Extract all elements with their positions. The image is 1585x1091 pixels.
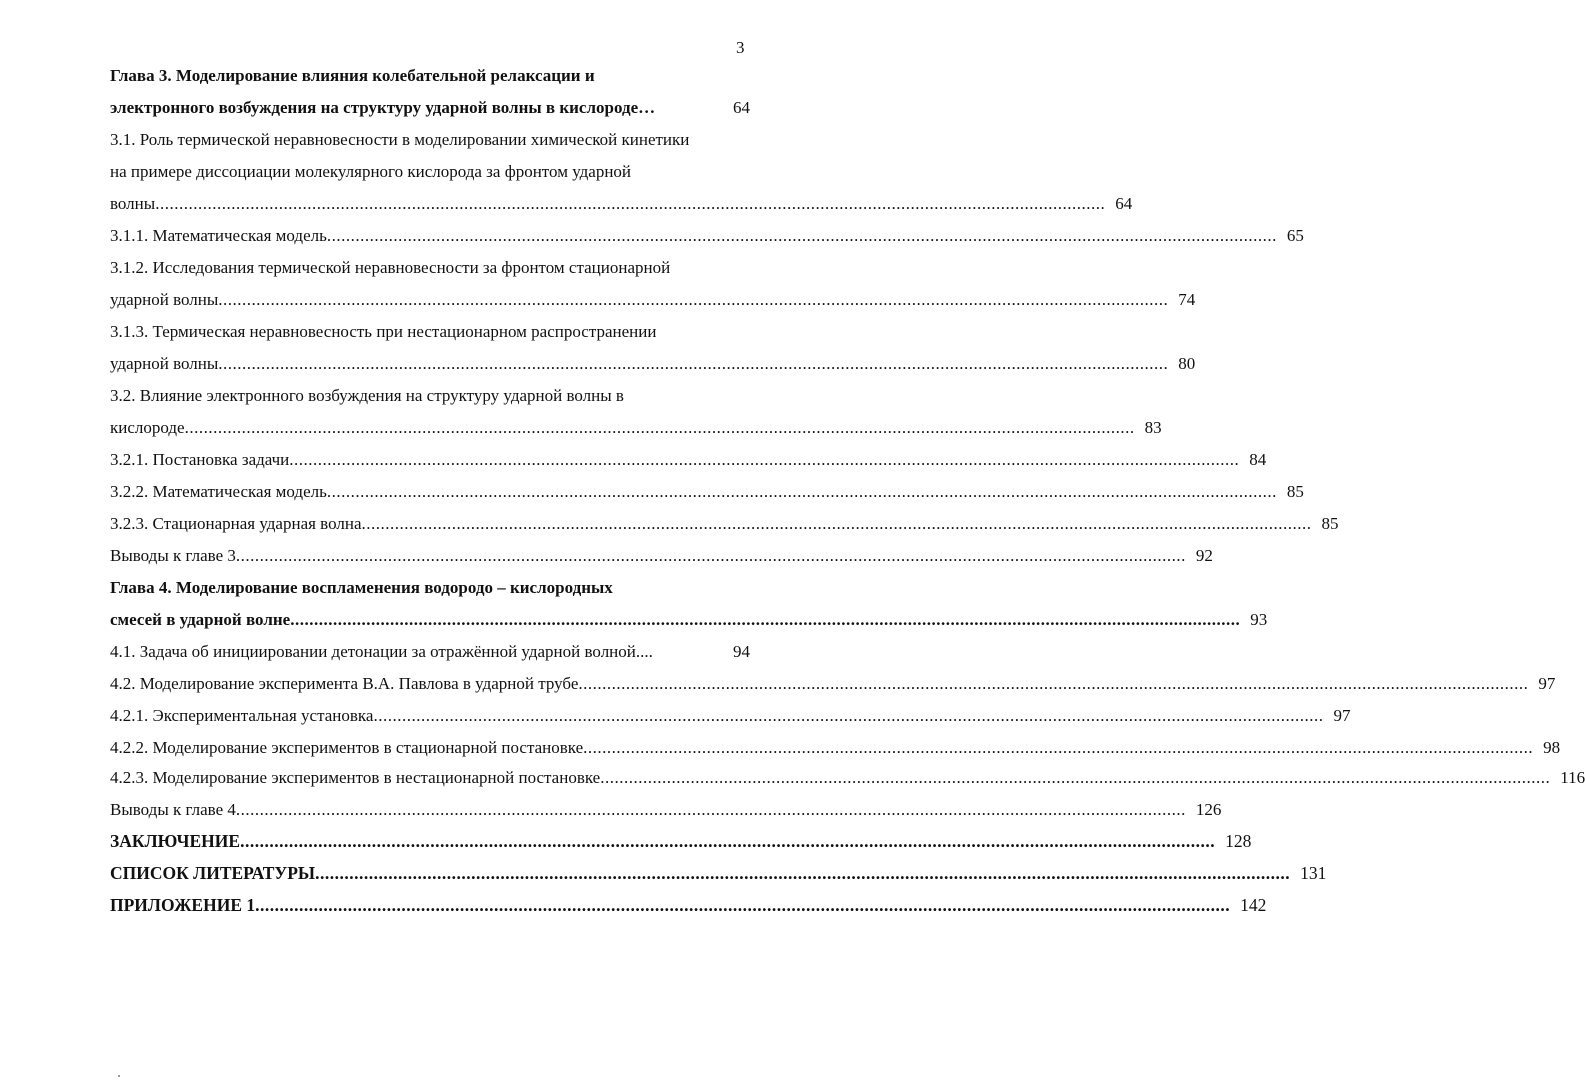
dot-leader: ........................................................................................................................................................................................................ xyxy=(290,610,1241,629)
dot-leader: ........................................................................................................................................................................................................ xyxy=(583,738,1534,757)
dot-leader: ........................................................................................................................................................................................................ xyxy=(373,706,1324,725)
toc-line-7 xyxy=(110,256,750,280)
toc-text: Выводы к главе 4 xyxy=(110,800,236,819)
toc-line-22[interactable] xyxy=(110,736,1561,760)
dot-leader: ........................................................................................................................................................................................................ xyxy=(315,863,1291,883)
toc-text: Глава 3. Моделирование влияния колебательной релаксации и xyxy=(110,66,595,85)
toc-line-10[interactable] xyxy=(110,352,1196,376)
dot-leader: ........................................................................................................................................................................................................ xyxy=(600,768,1551,787)
dot-leader: ........................................................................................................................................................................................................ xyxy=(235,546,1186,565)
toc-text: ударной волны xyxy=(110,354,219,373)
toc-page: 74 xyxy=(1178,290,1196,309)
dot-leader: ........................................................................................................................................................................................................ xyxy=(218,354,1169,373)
toc-text: смесей в ударной волне xyxy=(110,610,291,629)
toc-line-21[interactable] xyxy=(110,704,1351,728)
toc-line-1 xyxy=(110,64,750,88)
toc-text: 4.2.1. Экспериментальная установка xyxy=(110,706,374,725)
toc-text: 4.1. Задача об инициировании детонации за отражённой ударной волной.... xyxy=(110,642,653,661)
toc-text: ударной волны xyxy=(110,290,219,309)
toc-line-26[interactable] xyxy=(110,861,1327,885)
dot-leader: ........................................................................................................................................................................................................ xyxy=(218,290,1169,309)
dot-leader: ........................................................................................................................................................................................................ xyxy=(184,418,1135,437)
toc-line-23[interactable] xyxy=(110,766,1585,790)
toc-page: 92 xyxy=(1195,546,1213,565)
toc-line-14[interactable] xyxy=(110,480,1304,504)
toc-text: ЗАКЛЮЧЕНИЕ xyxy=(110,831,241,851)
toc-text: 4.2. Моделирование эксперимента В.А. Павлова в ударной трубе xyxy=(110,674,579,693)
toc-text: электронного возбуждения на структуру ударной волны в кислороде… xyxy=(110,98,656,117)
toc-page: 142 xyxy=(1240,895,1267,915)
toc-text: 4.2.3. Моделирование экспериментов в нестационарной постановке xyxy=(110,768,601,787)
toc-text: кислороде xyxy=(110,418,185,437)
toc-text: Выводы к главе 3 xyxy=(110,546,236,565)
toc-text: 3.2.1. Постановка задачи xyxy=(110,450,290,469)
toc-line-20[interactable] xyxy=(110,672,1556,696)
dot-leader: ........................................................................................................................................................................................................ xyxy=(578,674,1529,693)
toc-line-4 xyxy=(110,160,750,184)
dot-leader: ........................................................................................................................................................................................................ xyxy=(255,895,1231,915)
toc-text: СПИСОК ЛИТЕРАТУРЫ xyxy=(110,863,316,883)
toc-line-5[interactable] xyxy=(110,192,1133,216)
toc-line-17 xyxy=(110,576,750,600)
toc-page: 93 xyxy=(1250,610,1268,629)
dot-leader: ........................................................................................................................................................................................................ xyxy=(326,226,1277,245)
toc-page: 64 xyxy=(733,98,750,117)
toc-text: 3.1.3. Термическая неравновесность при нестационарном распространении xyxy=(110,322,657,341)
toc-line-8[interactable] xyxy=(110,288,1196,312)
toc-line-13[interactable] xyxy=(110,448,1267,472)
toc-text: волны xyxy=(110,194,156,213)
toc-page: 98 xyxy=(1543,738,1561,757)
toc-line-6[interactable] xyxy=(110,224,1304,248)
toc-line-16[interactable] xyxy=(110,544,1213,568)
toc-text: Глава 4. Моделирование воспламенения водородо – кислородных xyxy=(110,578,613,597)
toc-text: 3.1. Роль термической неравновесности в моделировании химической кинетики xyxy=(110,130,690,149)
toc-line-18[interactable] xyxy=(110,608,1268,632)
toc-line-3 xyxy=(110,128,750,152)
toc-page: 97 xyxy=(1538,674,1556,693)
toc-text: 3.1.2. Исследования термической неравновесности за фронтом стационарной xyxy=(110,258,671,277)
dot-leader: ........................................................................................................................................................................................................ xyxy=(155,194,1106,213)
dot-leader: ........................................................................................................................................................................................................ xyxy=(289,450,1240,469)
scan-speck xyxy=(118,1075,120,1077)
toc-page: 126 xyxy=(1195,800,1222,819)
toc-text: ПРИЛОЖЕНИЕ 1 xyxy=(110,895,256,915)
toc-page: 128 xyxy=(1225,831,1252,851)
toc-text: на примере диссоциации молекулярного кислорода за фронтом ударной xyxy=(110,162,632,181)
toc-page: 131 xyxy=(1300,863,1327,883)
toc-page: 94 xyxy=(733,642,750,661)
toc-page: 116 xyxy=(1560,768,1585,787)
dot-leader: ........................................................................................................................................................................................................ xyxy=(235,800,1186,819)
toc-text: 3.2. Влияние электронного возбуждения на структуру ударной волны в xyxy=(110,386,624,405)
toc-page: 97 xyxy=(1333,706,1351,725)
toc-line-12[interactable] xyxy=(110,416,1162,440)
toc-line-11 xyxy=(110,384,750,408)
toc-line-27[interactable] xyxy=(110,893,1267,917)
toc-line-24[interactable] xyxy=(110,798,1222,822)
toc-line-19[interactable] xyxy=(110,640,750,664)
toc-page: 65 xyxy=(1286,226,1304,245)
toc-line-25[interactable] xyxy=(110,829,1252,853)
toc-text: 3.1.1. Математическая модель xyxy=(110,226,327,245)
toc-page: 85 xyxy=(1321,514,1339,533)
toc-text: 3.2.3. Стационарная ударная волна xyxy=(110,514,362,533)
toc-line-9 xyxy=(110,320,750,344)
toc-page: 64 xyxy=(1115,194,1133,213)
toc-text: 3.2.2. Математическая модель xyxy=(110,482,327,501)
toc-page: 80 xyxy=(1178,354,1196,373)
toc-page: 83 xyxy=(1144,418,1162,437)
toc-page: 85 xyxy=(1286,482,1304,501)
toc-text: 4.2.2. Моделирование экспериментов в стационарной постановке xyxy=(110,738,584,757)
dot-leader: ........................................................................................................................................................................................................ xyxy=(240,831,1216,851)
toc-line-2[interactable] xyxy=(110,96,750,120)
toc-page: 84 xyxy=(1249,450,1267,469)
dot-leader: ........................................................................................................................................................................................................ xyxy=(326,482,1277,501)
page-number: 3 xyxy=(736,38,745,57)
dot-leader: ........................................................................................................................................................................................................ xyxy=(361,514,1312,533)
toc-line-15[interactable] xyxy=(110,512,1339,536)
